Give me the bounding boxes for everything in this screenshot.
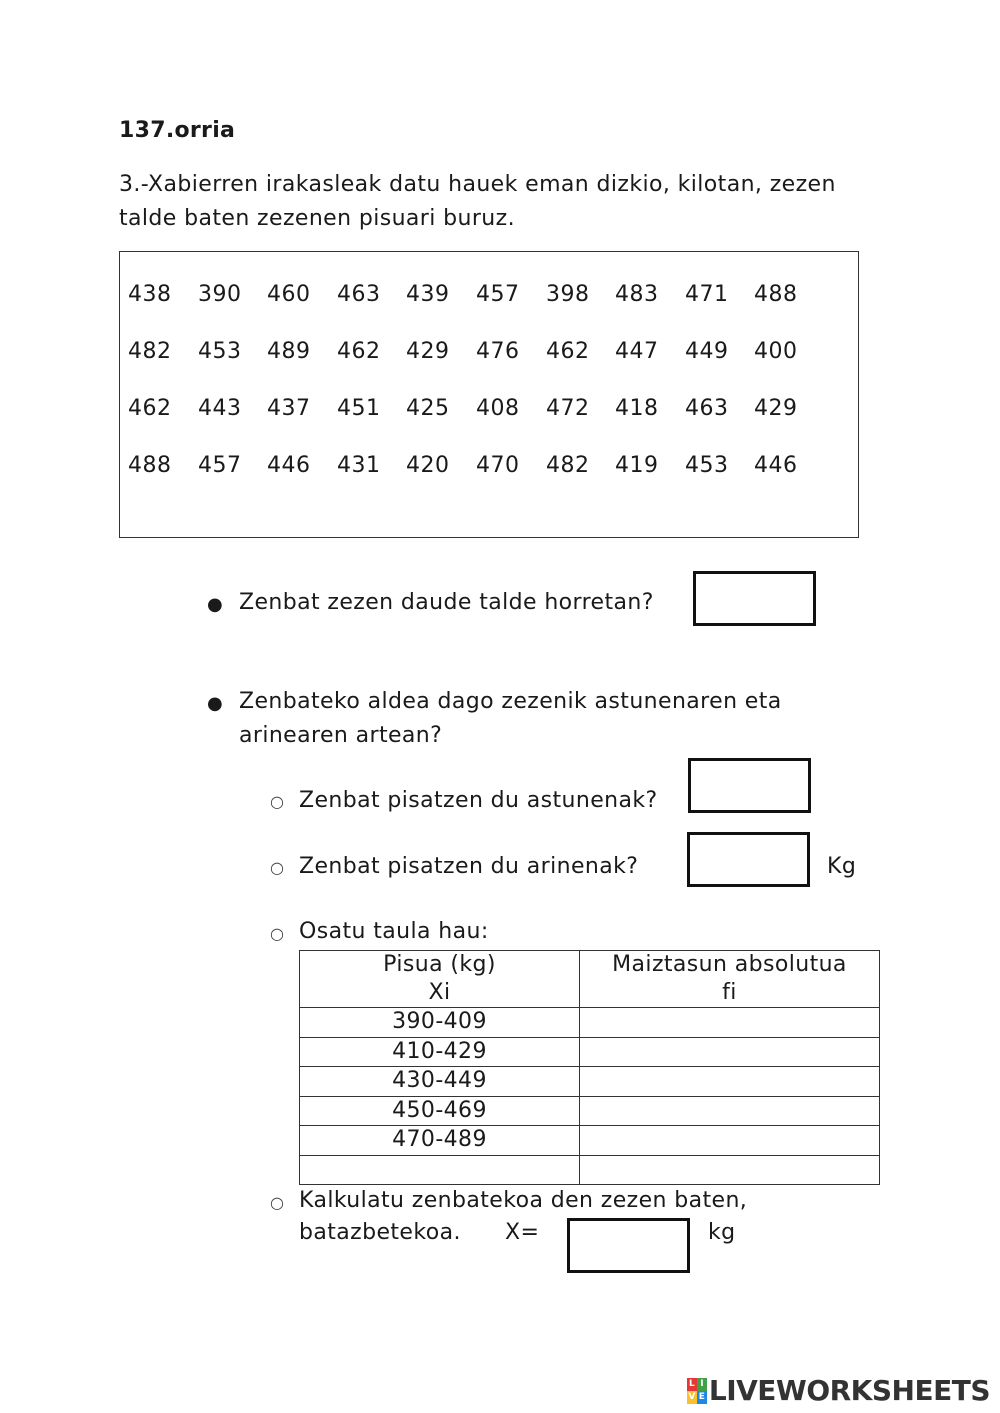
- sub-bullet-circle: ○: [270, 924, 284, 943]
- data-value: 482: [128, 339, 172, 364]
- answer-lightest-box[interactable]: [687, 832, 810, 887]
- frequency-input[interactable]: [580, 1009, 883, 1037]
- frequency-input[interactable]: [580, 1068, 883, 1096]
- answer-count-box[interactable]: [693, 571, 816, 626]
- data-value: 470: [476, 453, 520, 478]
- question-heaviest: Zenbat pisatzen du astunenak?: [299, 788, 658, 813]
- question-table: Osatu taula hau:: [299, 919, 489, 944]
- data-value: 457: [476, 282, 520, 307]
- answer-mean-box[interactable]: [567, 1218, 690, 1273]
- bullet-dot: ●: [207, 594, 223, 615]
- data-value: 453: [685, 453, 729, 478]
- data-value: 488: [754, 282, 798, 307]
- data-value: 443: [198, 396, 242, 421]
- question-count: Zenbat zezen daude talde horretan?: [239, 590, 654, 615]
- data-value: 471: [685, 282, 729, 307]
- data-value: 457: [198, 453, 242, 478]
- data-value: 438: [128, 282, 172, 307]
- unit-kg-label: Kg: [827, 854, 857, 879]
- question-difference: Zenbateko aldea dago zezenik astunenaren eta arinearen artean?: [239, 689, 782, 748]
- mean-x-label: X=: [505, 1220, 540, 1245]
- weight-interval: 410-429: [300, 1037, 580, 1067]
- table-row: [300, 1067, 880, 1097]
- header-frequency-line2: fi: [722, 980, 737, 1005]
- question-mean-line2: batazbetekoa.: [299, 1220, 461, 1245]
- data-value: 447: [615, 339, 659, 364]
- page-title: 137.orria: [119, 118, 236, 143]
- logo-text: LIVEWORKSHEETS: [708, 1374, 990, 1407]
- data-value: 463: [685, 396, 729, 421]
- frequency-input[interactable]: [580, 1038, 883, 1066]
- data-value: 390: [198, 282, 242, 307]
- data-value: 429: [754, 396, 798, 421]
- data-value: 449: [685, 339, 729, 364]
- data-value: 408: [476, 396, 520, 421]
- logo-letter: V: [688, 1391, 696, 1402]
- frequency-cell[interactable]: [580, 1008, 880, 1038]
- data-value: 476: [476, 339, 520, 364]
- liveworksheets-logo: [687, 1374, 990, 1407]
- data-value: 460: [267, 282, 311, 307]
- sub-bullet-circle: ○: [270, 792, 284, 811]
- data-box: [119, 251, 859, 538]
- answer-lightest-input[interactable]: [690, 835, 807, 884]
- data-value: 462: [337, 339, 381, 364]
- table-row: [300, 1008, 880, 1038]
- unit-kg-label-mean: kg: [708, 1220, 736, 1245]
- answer-count-input[interactable]: [696, 574, 813, 623]
- data-value: 483: [615, 282, 659, 307]
- data-value: 425: [406, 396, 450, 421]
- answer-heaviest-input[interactable]: [691, 761, 808, 810]
- data-value: 431: [337, 453, 381, 478]
- exercise-intro: 3.-Xabierren irakasleak datu hauek eman dizkio, kilotan, zezen talde baten zezenen pisuari buruz.: [119, 172, 836, 231]
- weight-interval: 450-469: [300, 1096, 580, 1126]
- sub-bullet-circle: ○: [270, 1193, 284, 1212]
- logo-icon: [687, 1378, 707, 1404]
- total-label-cell: [300, 1155, 580, 1185]
- data-value: 420: [406, 453, 450, 478]
- data-value: 472: [546, 396, 590, 421]
- sub-bullet-circle: ○: [270, 858, 284, 877]
- frequency-cell[interactable]: [580, 1126, 880, 1156]
- total-frequency-input[interactable]: [580, 1156, 883, 1184]
- question-mean-line1: Kalkulatu zenbatekoa den zezen baten,: [299, 1188, 748, 1213]
- data-value: 453: [198, 339, 242, 364]
- frequency-table: [299, 950, 880, 1185]
- bullet-dot: ●: [207, 693, 223, 714]
- header-frequency: [580, 951, 880, 1008]
- data-value: 446: [754, 453, 798, 478]
- frequency-cell[interactable]: [580, 1037, 880, 1067]
- data-value: 446: [267, 453, 311, 478]
- data-value: 489: [267, 339, 311, 364]
- table-row: [300, 1126, 880, 1156]
- frequency-cell[interactable]: [580, 1067, 880, 1097]
- table-row: [300, 1096, 880, 1126]
- data-value: 429: [406, 339, 450, 364]
- data-value: 400: [754, 339, 798, 364]
- logo-letter: E: [698, 1391, 705, 1402]
- data-value: 451: [337, 396, 381, 421]
- table-header-row: [300, 951, 880, 1008]
- header-weight-line2: Xi: [428, 980, 451, 1005]
- data-value: 488: [128, 453, 172, 478]
- header-weight: [300, 951, 580, 1008]
- question-lightest: Zenbat pisatzen du arinenak?: [299, 854, 639, 879]
- data-value: 418: [615, 396, 659, 421]
- logo-letter: I: [697, 1378, 707, 1391]
- header-frequency-line1: Maiztasun absolutua: [612, 952, 847, 977]
- frequency-input[interactable]: [580, 1097, 883, 1125]
- data-value: 398: [546, 282, 590, 307]
- frequency-input[interactable]: [580, 1127, 883, 1155]
- weight-interval: 390-409: [300, 1008, 580, 1038]
- data-value: 462: [546, 339, 590, 364]
- logo-letter: L: [687, 1378, 697, 1391]
- answer-heaviest-box[interactable]: [688, 758, 811, 813]
- data-value: 437: [267, 396, 311, 421]
- data-value: 482: [546, 453, 590, 478]
- weight-interval: 430-449: [300, 1067, 580, 1097]
- data-value: 463: [337, 282, 381, 307]
- table-row-total: [300, 1155, 880, 1185]
- table-row: [300, 1037, 880, 1067]
- header-weight-line1: Pisua (kg): [383, 952, 496, 977]
- frequency-cell[interactable]: [580, 1096, 880, 1126]
- data-value: 439: [406, 282, 450, 307]
- data-value: 419: [615, 453, 659, 478]
- weight-interval: 470-489: [300, 1126, 580, 1156]
- answer-mean-input[interactable]: [570, 1221, 687, 1270]
- data-value: 462: [128, 396, 172, 421]
- total-frequency-cell[interactable]: [580, 1155, 880, 1185]
